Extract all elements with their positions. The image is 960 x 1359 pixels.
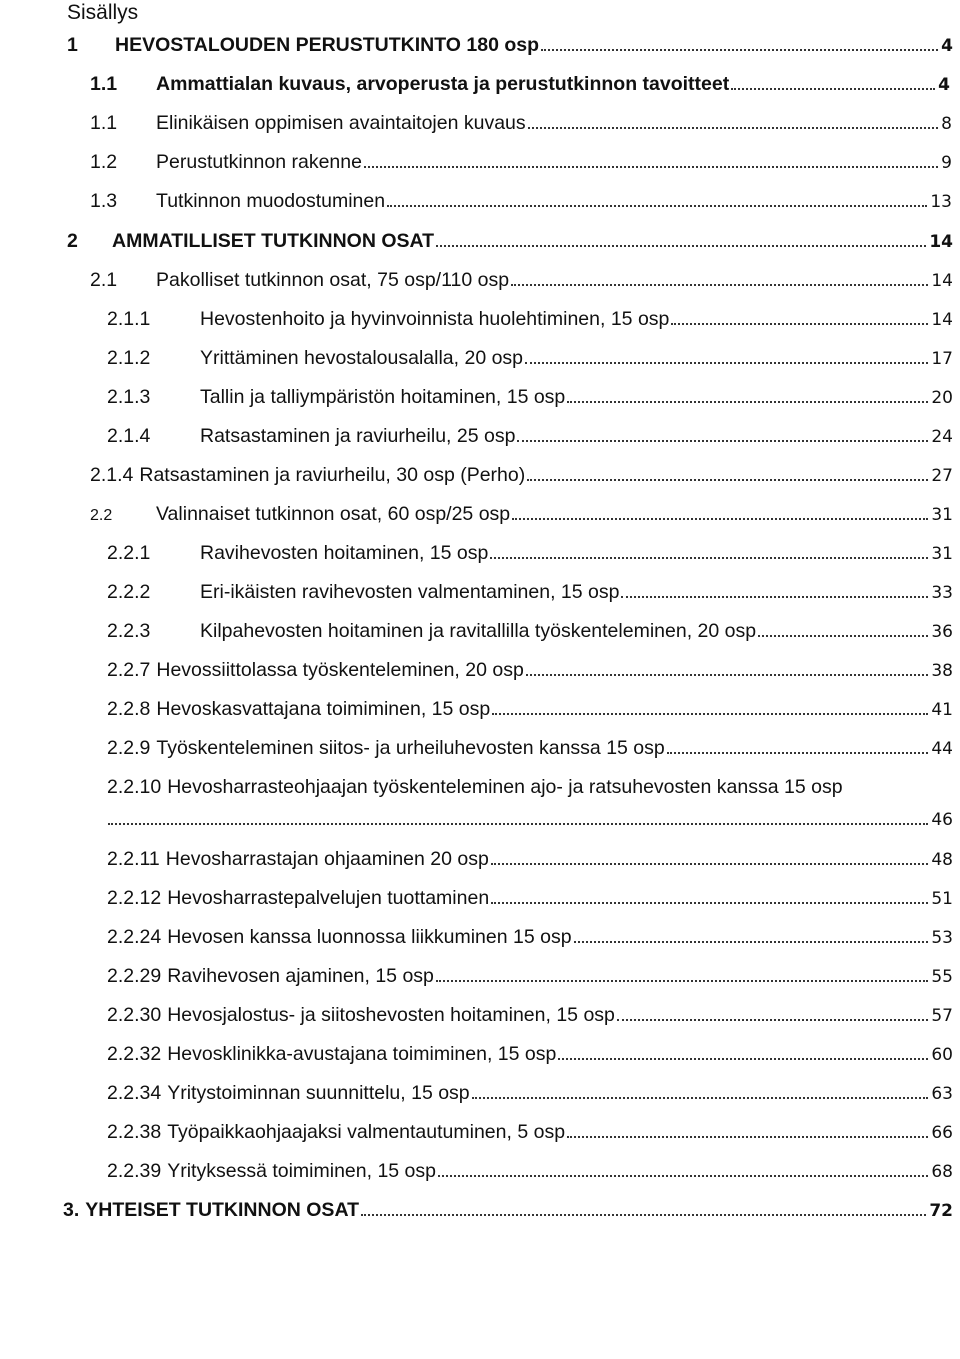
toc-entry-title: Työskenteleminen siitos- ja urheiluhevosten kanssa 15 osp [156,737,665,759]
toc-entry-title: Hevosharrastajan ohjaaminen 20 osp [165,848,489,870]
toc-entry-page: 24 [931,427,953,447]
toc-leader [492,713,928,715]
toc-leader [364,166,938,168]
toc-entry-page: 27 [931,466,953,486]
toc-entry-page: 41 [931,700,953,720]
toc-entry[interactable] [107,924,953,951]
toc-entry-number: 1.2 [90,151,118,173]
toc-entry-title: HEVOSTALOUDEN PERUSTUTKINTO 180 osp [115,34,540,56]
toc-entry-number: 2.2.38 [107,1121,162,1143]
toc-leader [517,440,928,442]
toc-leader [491,863,929,865]
toc-entry-number: 2.2 [90,507,113,524]
toc-entry-title: Perustutkinnon rakenne [156,151,362,173]
toc-entry-continuation[interactable] [108,807,953,833]
toc-entry-page: 38 [931,661,953,681]
toc-entry-title: Yrityksessä toimiminen, 15 osp [167,1160,436,1182]
toc-entry-number: 2.1.3 [107,386,151,408]
toc-entry-title: Eri-ikäisten ravihevosten valmentaminen, 15 osp [200,581,620,603]
toc-entry[interactable] [107,1158,953,1185]
toc-entry-title: Hevosjalostus- ja siitoshevosten hoitaminen, 15 osp [167,1004,615,1026]
toc-entry-title: Ratsastaminen ja raviurheilu, 25 osp [200,425,516,447]
toc-entry-number: 2.2.30 [107,1004,162,1026]
toc-leader [541,49,938,51]
toc-leader [528,127,939,129]
toc-entry-number: 2 [67,230,78,252]
toc-entry[interactable] [107,963,953,990]
toc-entry-number: 1 [67,34,78,56]
toc-entry-number: 2.2.39 [107,1160,162,1182]
toc-entry-page: 14 [929,232,953,252]
toc-entry[interactable] [107,1041,953,1068]
toc-entry[interactable] [107,618,953,645]
toc-entry-page: 53 [931,928,953,948]
toc-entry-number: 1.1 [90,112,118,134]
toc-entry[interactable] [67,228,953,255]
toc-entry-title: Työpaikkaohjaajaksi valmentautuminen, 5 osp [167,1121,566,1143]
toc-entry[interactable] [107,1002,953,1029]
toc-leader [671,323,928,325]
toc-entry[interactable] [107,306,953,333]
toc-leader [558,1058,928,1060]
toc-entry-page: 20 [931,388,953,408]
toc-entry-page: 9 [941,153,952,173]
toc-leader [436,245,926,247]
toc-entry-title: Hevosen kanssa luonnossa liikkuminen 15 osp [167,926,572,948]
toc-entry-page: 68 [931,1162,953,1182]
toc-entry[interactable] [63,1197,953,1224]
toc-entry[interactable] [90,462,953,489]
toc-entry-title: Hevostenhoito ja hyvinvoinnista huolehtiminen, 15 osp [200,308,670,330]
toc-leader [758,635,928,637]
toc-entry[interactable] [107,1080,953,1107]
toc-leader [621,596,928,598]
toc-entry-title: Pakolliset tutkinnon osat, 75 osp/110 osp [156,269,510,291]
toc-entry-title: Tallin ja talliympäristön hoitaminen, 15 osp [200,386,566,408]
toc-entry-title: Hevosklinikka-avustajana toimiminen, 15 osp [167,1043,557,1065]
toc-entry[interactable] [107,423,953,450]
toc-entry-number: 2.2.1 [107,542,151,564]
toc-entry-page: 44 [931,739,953,759]
toc-entry-number: 2.2.7 [107,659,151,681]
toc-leader [567,401,928,403]
toc-entry-page: 31 [931,544,953,564]
toc-entry-title: Hevossiittolassa työskenteleminen, 20 osp [156,659,524,681]
toc-entry-number: 2.2.9 [107,737,151,759]
toc-entry-title: Tutkinnon muodostuminen [156,190,386,212]
toc-entry-page: 13 [930,192,952,212]
toc-entry-number: 2.2.10 [107,776,162,798]
toc-entry-page: 33 [931,583,953,603]
toc-entry-number: 2.2.32 [107,1043,162,1065]
toc-entry-page: 55 [931,967,953,987]
toc-leader [387,205,927,207]
toc-entry-number: 2.2.24 [107,926,162,948]
toc-entry[interactable] [107,540,953,567]
toc-entry[interactable] [107,1119,953,1146]
toc-leader [731,88,935,90]
toc-leader [527,479,928,481]
toc-entry-number: 1.1 [90,73,118,95]
toc-entry[interactable] [107,345,953,372]
toc-entry-page: 14 [931,310,953,330]
toc-leader [438,1175,928,1177]
toc-entry-page: 57 [931,1006,953,1026]
toc-entry[interactable] [107,774,953,800]
toc-entry-page: 66 [931,1123,953,1143]
toc-leader [108,823,928,825]
toc-entry-number: 2.2.29 [107,965,162,987]
toc-entry[interactable] [107,735,953,762]
toc-entry-title: AMMATILLISET TUTKINNON OSAT [112,230,435,252]
toc-entry-title: Valinnaiset tutkinnon osat, 60 osp/25 osp [156,503,511,525]
toc-leader [525,362,928,364]
toc-entry[interactable] [67,32,953,59]
toc-leader [526,674,929,676]
toc-leader [574,941,929,943]
toc-entry-title: Ravihevosten hoitaminen, 15 osp [200,542,489,564]
toc-entry[interactable] [90,71,950,98]
toc-entry-number: 2.1.2 [107,347,151,369]
toc-leader [667,752,929,754]
toc-entry-number: 1.3 [90,190,118,212]
toc-entry-page: 36 [931,622,953,642]
toc-entry-page: 8 [941,114,952,134]
toc-entry-title: Hevoskasvattajana toimiminen, 15 osp [156,698,491,720]
toc-entry-number: 2.1.1 [107,308,151,330]
toc-leader [512,518,928,520]
toc-entry-number: 2.2.8 [107,698,151,720]
toc-entry-title: Ratsastaminen ja raviurheilu, 30 osp (Perho) [139,464,526,486]
toc-entry-title: Hevosharrastepalvelujen tuottaminen [167,887,490,909]
toc-entry-title: YHTEISET TUTKINNON OSAT [85,1199,359,1221]
toc-entry[interactable] [107,579,953,606]
toc-leader [567,1136,928,1138]
toc-entry-number: 2.2.11 [107,848,160,870]
toc-entry-number: 2.1.4 [90,464,134,486]
toc-leader [617,1019,928,1021]
toc-entry[interactable] [107,384,953,411]
toc-entry-number: 2.1.4 [107,425,151,447]
toc-leader [491,902,928,904]
toc-title: Sisällys [67,1,139,24]
toc-leader [511,284,928,286]
toc-leader [472,1097,929,1099]
toc-entry-number: 2.2.3 [107,620,151,642]
toc-entry[interactable] [90,149,952,176]
toc-entry-number: 3. [63,1199,80,1221]
toc-entry-page: 72 [929,1201,953,1221]
toc-entry-page: 60 [931,1045,953,1065]
toc-entry[interactable] [90,188,952,215]
toc-entry-page: 4 [938,75,950,95]
toc-entry[interactable] [90,110,952,137]
toc-entry-number: 2.1 [90,269,118,291]
toc-entry-title: Ravihevosen ajaminen, 15 osp [167,965,434,987]
toc-entry-page: 48 [931,850,953,870]
toc-entry-page: 63 [931,1084,953,1104]
toc-entry-number: 2.2.34 [107,1082,162,1104]
toc-entry-page: 14 [931,271,953,291]
toc-entry-title: Yritystoiminnan suunnittelu, 15 osp [167,1082,470,1104]
toc-entry[interactable] [107,885,953,912]
toc-entry-page: 51 [931,889,953,909]
toc-leader [436,980,928,982]
toc-entry-page: 46 [931,810,953,830]
toc-entry[interactable] [90,501,953,529]
toc-entry-title: Hevosharrasteohjaajan työskenteleminen ajo- ja ratsuhevosten kanssa 15 osp [167,776,843,798]
toc-entry[interactable] [90,267,953,294]
toc-entry-title: Ammattialan kuvaus, arvoperusta ja perustutkinnon tavoitteet [156,73,730,95]
toc-leader [490,557,928,559]
toc-entry-title: Kilpahevosten hoitaminen ja ravitallilla työskenteleminen, 20 osp [200,620,757,642]
toc-entry-title: Yrittäminen hevostalousalalla, 20 osp [200,347,524,369]
toc-entry-page: 4 [941,36,953,56]
toc-entry-number: 2.2.12 [107,887,162,909]
toc-entry[interactable] [107,657,953,684]
toc-entry-page: 31 [931,505,953,525]
toc-entry-page: 17 [931,349,953,369]
toc-entry[interactable] [107,846,953,873]
toc-entry-title: Elinikäisen oppimisen avaintaitojen kuvaus [156,112,526,134]
toc-entry[interactable] [107,696,953,723]
toc-leader [361,1214,926,1216]
toc-entry-number: 2.2.2 [107,581,151,603]
